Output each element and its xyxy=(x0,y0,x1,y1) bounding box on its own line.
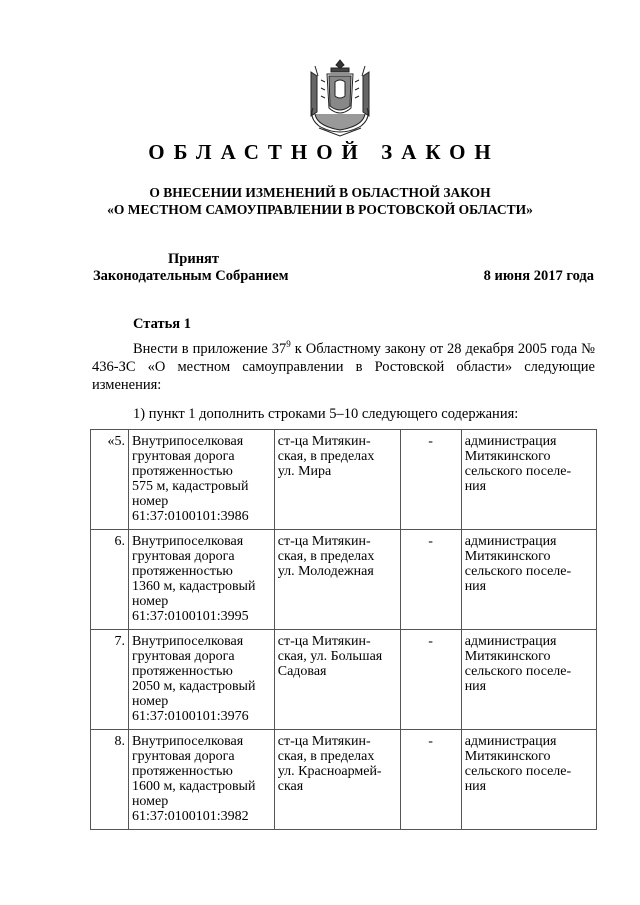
object-description-line: грунтовая дорога xyxy=(131,649,235,664)
object-description xyxy=(128,430,274,530)
object-location-line: ская, в пределах xyxy=(277,549,375,564)
adopted-by-label: Законодательным Собранием xyxy=(93,268,289,284)
law-title xyxy=(0,184,640,218)
empty-value-dash: - xyxy=(400,630,461,730)
object-location-line: Садовая xyxy=(277,664,327,679)
object-location xyxy=(274,630,400,730)
object-description-line: протяженностью xyxy=(131,764,233,779)
object-location-line: ул. Молодежная xyxy=(277,564,374,579)
object-description-line: 1360 м, кадастровый xyxy=(131,579,256,594)
object-location-line: ст-ца Митякин- xyxy=(277,734,371,749)
object-description-line: 61:37:0100101:3986 xyxy=(131,509,249,524)
owner-organization-line: сельского поселе- xyxy=(464,564,572,579)
object-description-line: 575 м, кадастровый xyxy=(131,479,249,494)
object-description-line: протяженностью xyxy=(131,664,233,679)
object-description-line: Внутрипоселковая xyxy=(131,534,244,549)
row-number: 6. xyxy=(91,530,129,630)
appendix-superscript: 9 xyxy=(286,339,291,349)
row-number: 7. xyxy=(91,630,129,730)
object-description-line: номер xyxy=(131,794,169,809)
object-description-line: Внутрипоселковая xyxy=(131,634,244,649)
object-location-line: ст-ца Митякин- xyxy=(277,634,371,649)
object-location-line: ст-ца Митякин- xyxy=(277,534,371,549)
empty-value-dash: - xyxy=(400,730,461,830)
object-description-line: номер xyxy=(131,594,169,609)
owner-organization-line: Митякинского xyxy=(464,749,551,764)
owner-organization-line: ния xyxy=(464,579,487,594)
empty-value-dash: - xyxy=(400,430,461,530)
object-description-line: протяженностью xyxy=(131,564,233,579)
object-description-line: 61:37:0100101:3976 xyxy=(131,709,249,724)
object-location-line: ская, в пределах xyxy=(277,449,375,464)
article-title: Статья 1 xyxy=(133,316,191,332)
object-description xyxy=(128,530,274,630)
table-row xyxy=(91,530,597,630)
owner-organization xyxy=(461,430,596,530)
law-title-line-2: «О МЕСТНОМ САМОУПРАВЛЕНИИ В РОСТОВСКОЙ ОБЛАСТИ» xyxy=(107,202,533,217)
object-description xyxy=(128,730,274,830)
object-location-line: ская xyxy=(277,779,304,794)
owner-organization-line: сельского поселе- xyxy=(464,764,572,779)
owner-organization-line: администрация xyxy=(464,734,557,749)
object-description-line: 61:37:0100101:3995 xyxy=(131,609,249,624)
object-location xyxy=(274,530,400,630)
object-description-line: номер xyxy=(131,694,169,709)
object-location-line: ская, ул. Большая xyxy=(277,649,383,664)
owner-organization-line: ния xyxy=(464,679,487,694)
owner-organization xyxy=(461,530,596,630)
object-description-line: протяженностью xyxy=(131,464,233,479)
table-row xyxy=(91,430,597,530)
object-location xyxy=(274,730,400,830)
owner-organization xyxy=(461,730,596,830)
adoption-date: 8 июня 2017 года xyxy=(483,268,594,284)
owner-organization-line: ния xyxy=(464,479,487,494)
object-location-line: ул. Красноармей- xyxy=(277,764,382,779)
owner-organization-line: сельского поселе- xyxy=(464,664,572,679)
law-type-heading: ОБЛАСТНОЙ ЗАКОН xyxy=(148,140,500,164)
object-description-line: Внутрипоселковая xyxy=(131,434,244,449)
paragraph-1-text-b: к Областному закону от 28 декабря 2005 года № 436-ЗС «О местном самоуправлении в Ростовской области» следующие изменения: xyxy=(92,341,595,393)
owner-organization-line: Митякинского xyxy=(464,649,551,664)
owner-organization-line: Митякинского xyxy=(464,449,551,464)
object-description-line: грунтовая дорога xyxy=(131,549,235,564)
object-description-line: Внутрипоселковая xyxy=(131,734,244,749)
object-description-line: 61:37:0100101:3982 xyxy=(131,809,249,824)
coat-of-arms-emblem xyxy=(305,58,375,140)
owner-organization-line: администрация xyxy=(464,534,557,549)
object-location-line: ул. Мира xyxy=(277,464,332,479)
object-description-line: номер xyxy=(131,494,169,509)
row-number: 8. xyxy=(91,730,129,830)
law-title-line-1: О ВНЕСЕНИИ ИЗМЕНЕНИЙ В ОБЛАСТНОЙ ЗАКОН xyxy=(149,185,491,200)
row-number: «5. xyxy=(91,430,129,530)
object-location-line: ст-ца Митякин- xyxy=(277,434,371,449)
adopted-label: Принят xyxy=(168,251,220,267)
owner-organization-line: ния xyxy=(464,779,487,794)
owner-organization-line: администрация xyxy=(464,434,557,449)
objects-table xyxy=(90,429,597,830)
object-description xyxy=(128,630,274,730)
owner-organization xyxy=(461,630,596,730)
empty-value-dash: - xyxy=(400,530,461,630)
object-description-line: грунтовая дорога xyxy=(131,749,235,764)
table-row xyxy=(91,730,597,830)
article-paragraph-1 xyxy=(92,340,595,394)
object-description-line: грунтовая дорога xyxy=(131,449,235,464)
owner-organization-line: сельского поселе- xyxy=(464,464,572,479)
paragraph-1-text-a: Внести в приложение 37 xyxy=(133,341,287,357)
object-location xyxy=(274,430,400,530)
object-location-line: ская, в пределах xyxy=(277,749,375,764)
object-description-line: 2050 м, кадастровый xyxy=(131,679,256,694)
object-description-line: 1600 м, кадастровый xyxy=(131,779,256,794)
article-paragraph-2: 1) пункт 1 дополнить строками 5–10 следующего содержания: xyxy=(133,406,519,422)
table-row xyxy=(91,630,597,730)
owner-organization-line: Митякинского xyxy=(464,549,551,564)
owner-organization-line: администрация xyxy=(464,634,557,649)
